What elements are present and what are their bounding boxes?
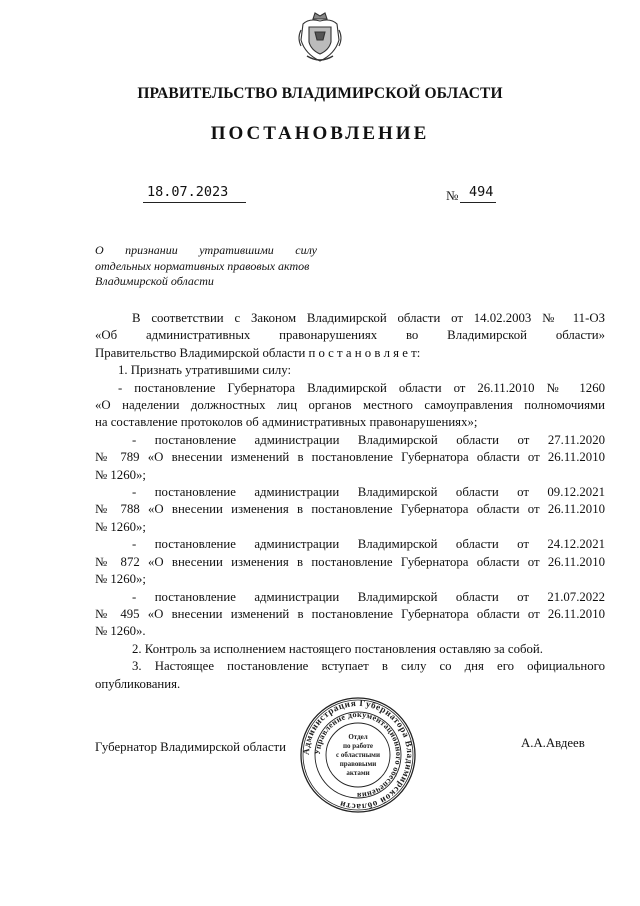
number-underline	[460, 202, 496, 203]
body-line: № 1260»;	[95, 467, 146, 482]
coat-of-arms-icon	[295, 10, 345, 64]
stamp-center-text: по работе	[342, 742, 374, 750]
body-line: Правительство Владимирской области п о с т а н о в л я е т:	[95, 345, 421, 360]
official-stamp	[298, 695, 418, 815]
body-line: 2. Контроль за исполнением настоящего постановления оставляю за собой.	[132, 641, 543, 656]
body-line: В соответствии с Законом Владимирской области от 14.02.2003 № 11-ОЗ	[132, 311, 605, 325]
body-line: № 788 «О внесении изменения в постановление Губернатора области от 26.11.2010	[95, 502, 605, 517]
stamp-center-text: правовыми	[339, 760, 377, 768]
body-line: № 495 «О внесении изменений в постановление Губернатора области от 26.11.2010	[95, 606, 605, 621]
body-line: - постановление администрации Владимирской области от 21.07.2022	[132, 589, 605, 604]
body-line: 3. Настоящее постановление вступает в силу со дня его официального	[132, 659, 605, 674]
government-heading: ПРАВИТЕЛЬСТВО ВЛАДИМИРСКОЙ ОБЛАСТИ	[137, 85, 503, 102]
stamp-center-text: Отдел	[348, 733, 368, 741]
stamp-center-text: с областными	[336, 751, 380, 759]
body-line: «Об административных правонарушениях во Владимирской области»	[95, 328, 605, 343]
body-line: - постановление администрации Владимирской области от 27.11.2020	[132, 432, 605, 447]
body-line: - постановление администрации Владимирской области от 09.12.2021	[132, 485, 605, 500]
stamp-middle-text: Управление документационного обеспечения	[312, 709, 404, 801]
subject-line: отдельных нормативных правовых актов	[95, 258, 310, 273]
body-line: - постановление Губернатора Владимирской области от 26.11.2010 № 1260	[118, 380, 605, 395]
body-line: «О наделении должностных лиц органов местного самоуправления полномочиями	[95, 398, 605, 413]
body-line: № 1260»;	[95, 519, 146, 534]
body-line: № 1260»;	[95, 572, 146, 587]
body-line: опубликования.	[95, 676, 181, 691]
body-line: - постановление администрации Владимирской области от 24.12.2021	[132, 537, 605, 552]
subject-line: Владимирской области	[95, 274, 214, 288]
body-line: № 1260».	[95, 624, 146, 639]
document-body	[95, 310, 605, 693]
document-type-title: ПОСТАНОВЛЕНИЕ	[210, 123, 430, 144]
stamp-outer-text: Администрация Губернатора Владимирской области	[300, 697, 416, 813]
number-sign: №	[446, 188, 459, 203]
stamp-center-text: актами	[346, 769, 370, 777]
document-subject	[95, 243, 317, 290]
body-line: 1. Признать утратившими силу:	[118, 363, 292, 378]
body-line: на составление протоколов об административных правонарушениях»;	[95, 415, 478, 430]
document-date: 18.07.2023	[147, 184, 229, 200]
signatory-name: А.А.Авдеев	[521, 736, 585, 750]
signatory-position: Губернатор Владимирской области	[95, 740, 286, 754]
date-underline	[143, 202, 246, 203]
document-number: 494	[469, 184, 494, 200]
body-line: № 789 «О внесении изменений в постановление Губернатора области от 26.11.2010	[95, 450, 605, 465]
body-line: № 872 «О внесении изменения в постановление Губернатора области от 26.11.2010	[95, 554, 605, 569]
subject-line: О признании утратившими силу	[95, 243, 317, 257]
